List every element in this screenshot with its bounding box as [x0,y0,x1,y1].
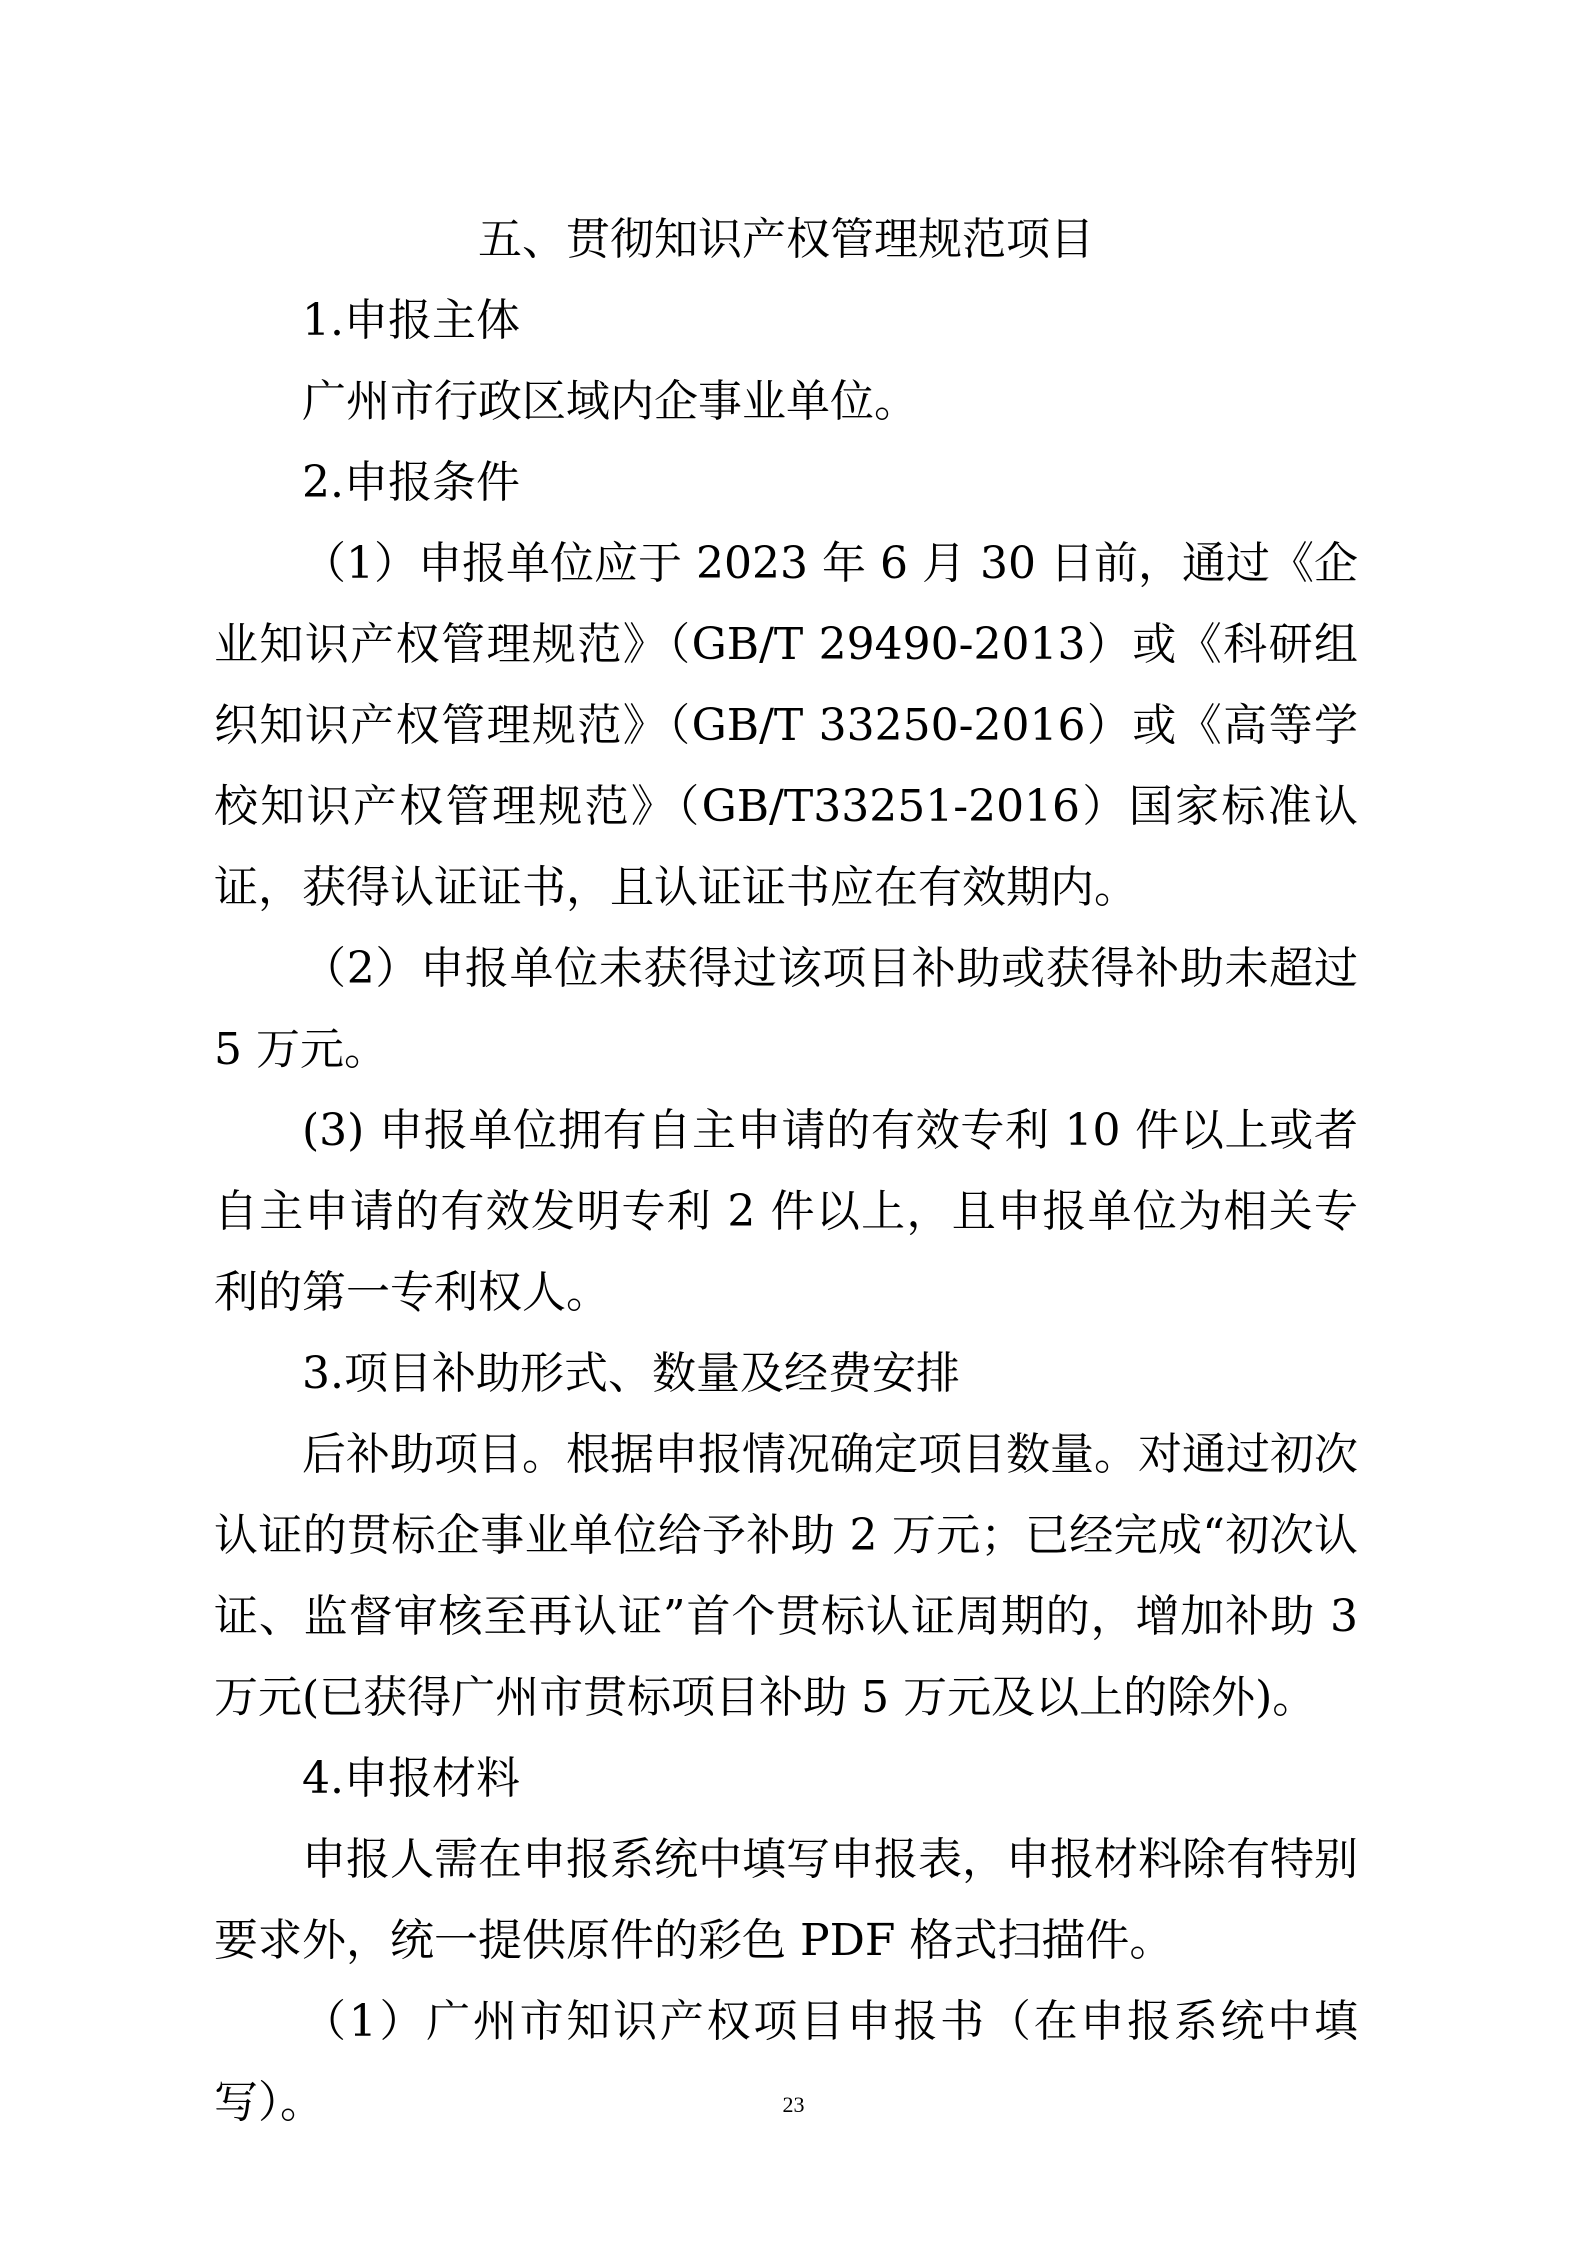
paragraph-condition-3: (3) 申报单位拥有自主申请的有效专利 10 件以上或者自主申请的有效发明专利 2 件以上，且申报单位为相关专利的第一专利权人。 [214,1105,1358,1318]
section-heading-materials: 4.申报材料 [302,1753,520,1804]
section-heading-subject: 1.申报主体 [302,295,520,346]
page-number: 23 [782,2092,805,2117]
paragraph-subject: 广州市行政区域内企事业单位。 [302,376,918,427]
paragraph-condition-2: （2）申报单位未获得过该项目补助或获得补助未超过 5 万元。 [214,943,1358,1075]
paragraph-funding: 后补助项目。根据申报情况确定项目数量。对通过初次认证的贯标企事业单位给予补助 2 万元；已经完成“初次认证、监督审核至再认证”首个贯标认证周期的，增加补助 3 万元(已获得广州市贯标项目补助 5 万元及以上的除外)。 [214,1429,1358,1723]
paragraph-materials: 申报人需在申报系统中填写申报表，申报材料除有特别要求外，统一提供原件的彩色 PDF 格式扫描件。 [214,1834,1358,1966]
section-heading-funding: 3.项目补助形式、数量及经费安排 [302,1348,960,1399]
document-title: 五、贯彻知识产权管理规范项目 [478,214,1094,265]
paragraph-condition-1: （1）申报单位应于 2023 年 6 月 30 日前，通过《企业知识产权管理规范》（GB/T 29490-2013）或《科研组织知识产权管理规范》（GB/T 33250-2016）或《高等学校知识产权管理规范》（GB/T33251-2016）国家标准认证，获得认证证书，且认证证书应在有效期内。 [214,538,1358,913]
section-heading-conditions: 2.申报条件 [302,457,520,508]
document-body [214,200,1358,2143]
paragraph-material-1: （1）广州市知识产权项目申报书（在申报系统中填写）。 [214,1996,1358,2128]
